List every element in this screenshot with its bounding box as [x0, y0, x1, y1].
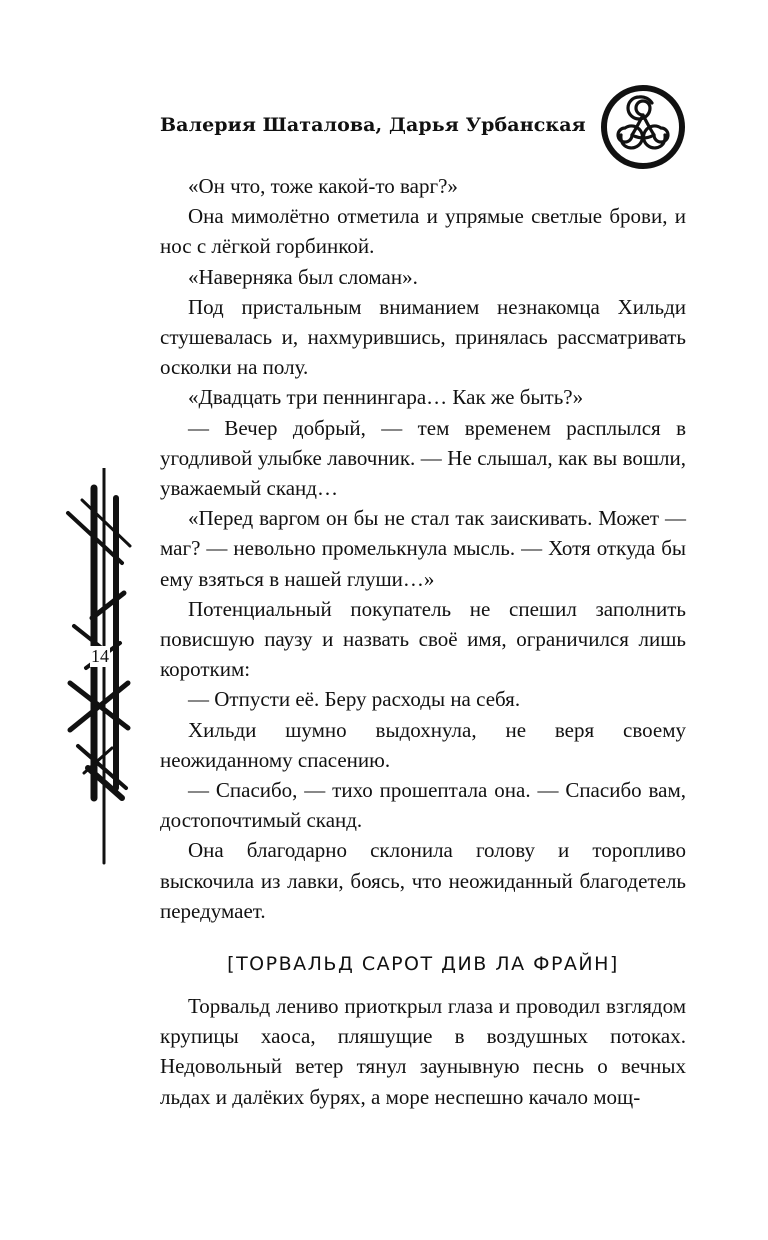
- paragraph: — Отпусти её. Беру расходы на себя.: [188, 687, 521, 712]
- rune-ornament-icon: [64, 468, 144, 868]
- triskelion-emblem-icon: [599, 83, 687, 171]
- page-number: 14: [91, 646, 109, 666]
- paragraph: Хильди шумно выдохнула, не веря своему неожиданному спасению.: [160, 717, 686, 772]
- paragraph: «Перед варгом он бы не стал так заискивать. Может — маг? — невольно промелькнула мысль. — Хотя откуда бы ему взяться в нашей глуши…»: [160, 506, 686, 591]
- section-body-text: [160, 991, 686, 1112]
- paragraph: Торвальд лениво приоткрыл глаза и проводил взглядом крупицы хаоса, пляшущие в воздушных потоках. Недовольный ветер тянул заунывную песнь о вечных льдах и далёких бурях, а море неспешно качало мощ-: [160, 994, 686, 1109]
- paragraph: Она мимолётно отметила и упрямые светлые брови, и нос с лёгкой горбинкой.: [160, 204, 686, 259]
- paragraph: Потенциальный покупатель не спешил заполнить повисшую паузу и назвать своё имя, ограничился лишь коротким:: [160, 596, 686, 682]
- section-heading: [ТОРВАЛЬД САРОТ ДИВ ЛА ФРАЙН]: [227, 953, 619, 975]
- paragraph: — Вечер добрый, — тем временем расплылся в угодливой улыбке лавочник. — Не слышал, как вы вошли, уважаемый сканд…: [160, 415, 686, 501]
- paragraph: «Он что, тоже какой-то варг?»: [188, 174, 458, 198]
- paragraph: «Наверняка был сломан».: [188, 264, 418, 289]
- paragraph: — Спасибо, — тихо прошептала она. — Спасибо вам, достопочтимый сканд.: [160, 778, 686, 833]
- paragraph: Под пристальным вниманием незнакомца Хильди стушевалась и, нахмурившись, принялась рассматривать осколки на полу.: [160, 294, 686, 380]
- running-header-authors: Валерия Шаталова, Дарья Урбанская: [160, 114, 586, 136]
- paragraph: Она благодарно склонила голову и торопливо выскочила из лавки, боясь, что неожиданный благодетель передумает.: [160, 838, 686, 923]
- body-text: [160, 171, 686, 926]
- paragraph: «Двадцать три пеннингара… Как же быть?»: [188, 385, 584, 410]
